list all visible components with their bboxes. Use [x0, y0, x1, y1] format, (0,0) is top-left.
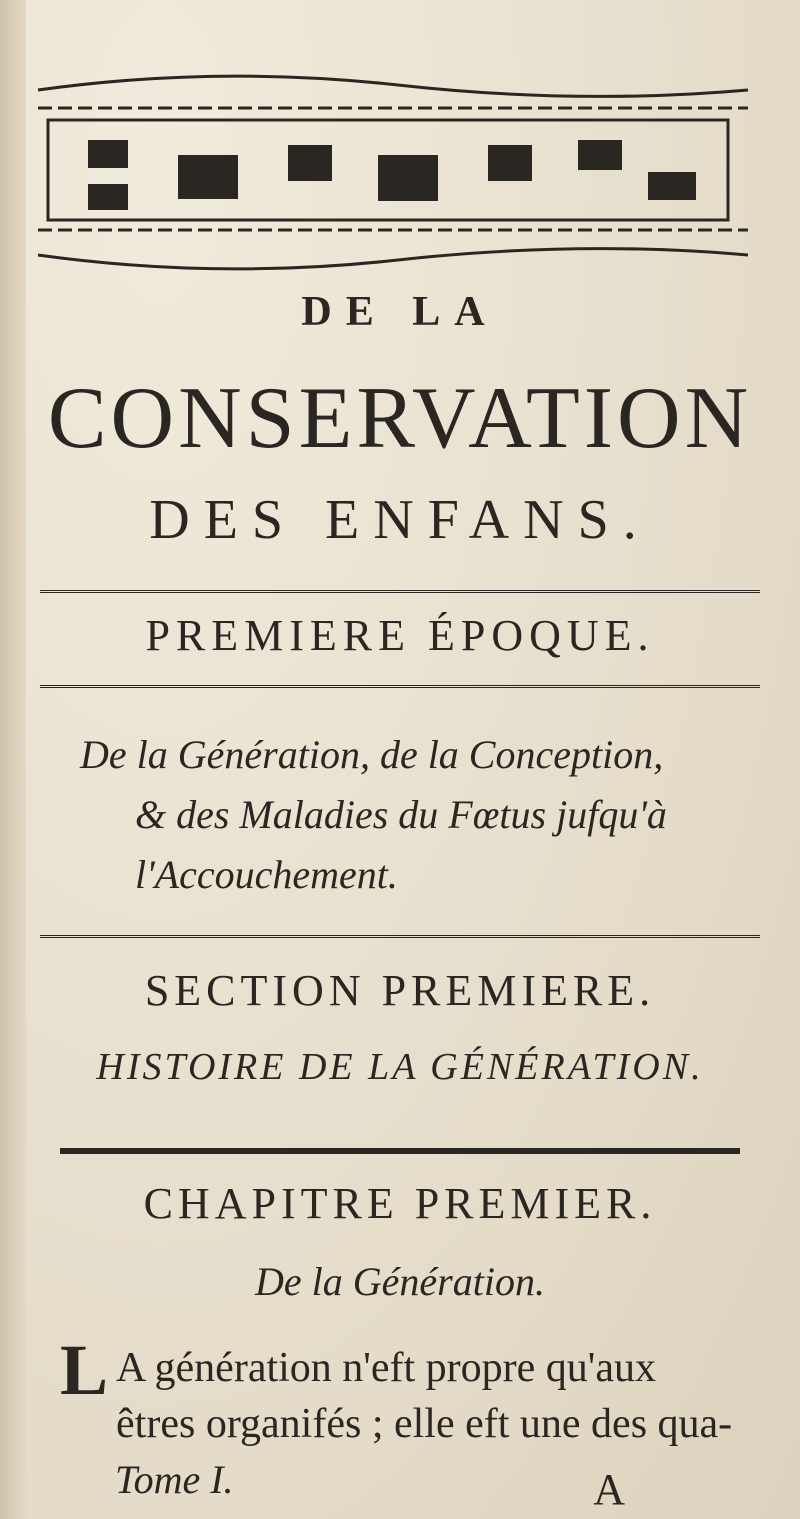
drop-cap: L — [60, 1330, 109, 1410]
part-description-line: & des Maladies du Fœtus jufqu'à — [135, 792, 667, 837]
heading-pre: DE LA — [301, 289, 499, 335]
section-heading: SECTION PREMIERE. — [144, 966, 656, 1015]
section-title: HISTOIRE DE LA GÉNÉRATION. — [96, 1046, 704, 1088]
part-description-line: De la Génération, de la Conception, — [80, 732, 664, 777]
body-line: êtres organifés ; elle eft une des qua- — [116, 1401, 733, 1447]
divider-rule — [40, 590, 760, 596]
part-description — [80, 725, 760, 905]
divider-rule — [40, 935, 760, 941]
body-line: A génération n'eft propre qu'aux — [116, 1345, 656, 1391]
divider-rule — [60, 1148, 740, 1154]
page-footer — [115, 1456, 675, 1514]
signature-mark: A — [593, 1465, 625, 1514]
page-title: CONSERVATION — [47, 370, 753, 467]
part-description-line: l'Accouchement. — [135, 852, 398, 897]
divider-rule — [40, 685, 760, 691]
chapter-title: De la Génération. — [255, 1259, 545, 1304]
page-subtitle: DES ENFANS. — [149, 489, 651, 551]
chapter-heading: CHAPITRE PREMIER. — [143, 1179, 657, 1228]
ornamental-headpiece — [18, 60, 758, 290]
volume-label: Tome I. — [115, 1457, 234, 1502]
part-heading: PREMIERE ÉPOQUE. — [145, 611, 655, 660]
body-paragraph — [60, 1330, 760, 1452]
